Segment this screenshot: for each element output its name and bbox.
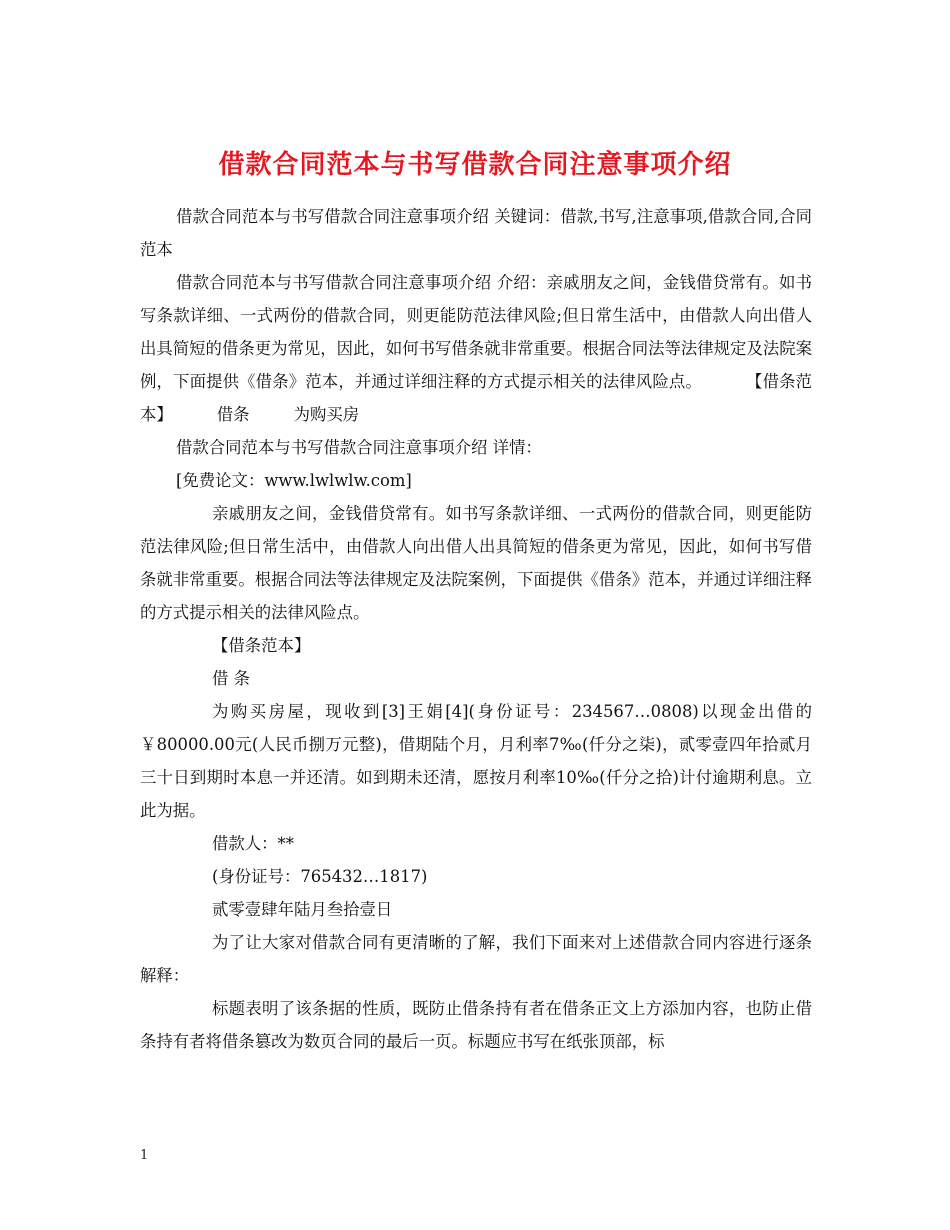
source-link[interactable]: [免费论文：www.lwlwlw.com] [176, 471, 412, 490]
explanation-intro: 为了让大家对借款合同有更清晰的了解，我们下面来对上述借款合同内容进行逐条解释： [140, 933, 812, 985]
details-heading: 借款合同范本与书写借款合同注意事项介绍 详情： [176, 438, 542, 457]
explanation-paragraph: 标题表明了该条据的性质，既防止借条持有者在借条正文上方添加内容，也防止借条持有者将借条篡改为数页合同的最后一页。标题应书写在纸张顶部，标 [140, 999, 812, 1051]
intro-text: 借款合同范本与书写借款合同注意事项介绍 介绍：亲戚朋友之间，金钱借贷常有。如书写条款详细、一式两份的借款合同，则更能防范法律风险;但日常生活中，由借款人向出借人出具简短的借条更为常见，因此，如何书写借条就非常重要。根据合同法等法律规定及法院案例，下面提供《借条》范本，并通过详细注释的方式提示相关的法律风险点。 [140, 273, 813, 391]
borrower-line: 借款人：** [212, 834, 294, 853]
document-title: 借款合同范本与书写借款合同注意事项介绍 [218, 150, 732, 181]
inline-tail-1: 【借条范本】 [140, 372, 813, 424]
inline-tail-2: 借条 [216, 405, 250, 424]
intro-paragraph [140, 266, 812, 431]
template-heading: 【借条范本】 [212, 636, 311, 655]
iou-title: 借 条 [212, 669, 250, 688]
date-line: 贰零壹肆年陆月叁拾壹日 [212, 900, 393, 919]
inline-tail-3: 为购买房 [293, 405, 360, 424]
document-body [140, 200, 812, 1058]
iou-content: 为购买房屋，现收到[3]王娟[4](身份证号：234567…0808)以现金出借的￥80000.00元(人民币捌万元整)，借期陆个月，月利率7‰(仟分之柒)，贰零壹四年拾贰月三十日到期时本息一并还清。如到期未还清，愿按月利率10‰(仟分之拾)计付逾期利息。立此为据。 [140, 702, 812, 820]
borrower-id-line: (身份证号：765432…1817) [212, 867, 428, 886]
keywords-paragraph: 借款合同范本与书写借款合同注意事项介绍 关键词：借款,书写,注意事项,借款合同,合同范本 [140, 207, 812, 259]
page-number: 1 [140, 1148, 149, 1163]
body-paragraph: 亲戚朋友之间，金钱借贷常有。如书写条款详细、一式两份的借款合同，则更能防范法律风险;但日常生活中，由借款人向出借人出具简短的借条更为常见，因此，如何书写借条就非常重要。根据合同法等法律规定及法院案例，下面提供《借条》范本，并通过详细注释的方式提示相关的法律风险点。 [140, 504, 813, 622]
